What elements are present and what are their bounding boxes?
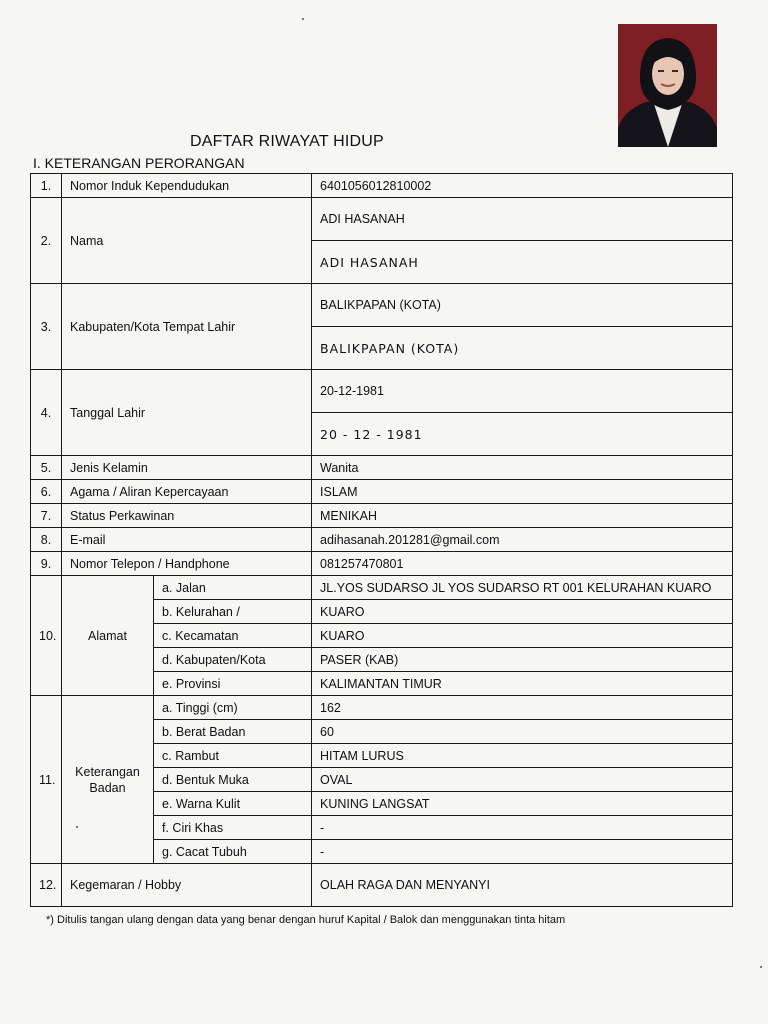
group-label-line2: Badan — [89, 780, 126, 795]
sub-field-value: KUARO — [312, 600, 733, 624]
row-jenis-kelamin — [31, 456, 733, 480]
row-number: 5. — [31, 456, 62, 480]
row-number: 6. — [31, 480, 62, 504]
sub-field-label: e. Provinsi — [154, 672, 312, 696]
sub-field-value: JL.YOS SUDARSO JL YOS SUDARSO RT 001 KELURAHAN KUARO — [312, 576, 733, 600]
row-nama — [31, 198, 733, 241]
scan-speck — [760, 966, 762, 968]
row-status-perkawinan — [31, 504, 733, 528]
row-tempat-lahir — [31, 284, 733, 327]
sub-field-value: KUNING LANGSAT — [312, 792, 733, 816]
row-number: 12. — [31, 864, 62, 907]
row-nik — [31, 174, 733, 198]
row-email — [31, 528, 733, 552]
sub-field-label: d. Bentuk Muka — [154, 768, 312, 792]
field-label: Kabupaten/Kota Tempat Lahir — [62, 284, 312, 370]
sub-field-label: g. Cacat Tubuh — [154, 840, 312, 864]
field-value: adihasanah.201281@gmail.com — [312, 528, 733, 552]
field-value: Wanita — [312, 456, 733, 480]
profile-photo — [618, 24, 717, 147]
field-value: BALIKPAPAN (KOTA) — [312, 284, 733, 327]
field-label: Nomor Induk Kependudukan — [62, 174, 312, 198]
handwritten-value: ADI HASANAH — [312, 241, 733, 284]
row-number: 11. — [31, 696, 62, 864]
row-number: 1. — [31, 174, 62, 198]
sub-field-value: 60 — [312, 720, 733, 744]
row-agama — [31, 480, 733, 504]
scan-speck — [76, 826, 78, 828]
sub-field-label: c. Kecamatan — [154, 624, 312, 648]
row-keterangan-badan — [31, 696, 733, 720]
field-label: Kegemaran / Hobby — [62, 864, 312, 907]
row-alamat — [31, 576, 733, 600]
group-label: Alamat — [62, 576, 154, 696]
personal-info-table — [30, 173, 733, 907]
handwritten-value: 20 - 12 - 1981 — [312, 413, 733, 456]
footnote: *) Ditulis tangan ulang dengan data yang benar dengan huruf Kapital / Balok dan menggunakan tinta hitam — [46, 914, 566, 926]
field-value: 6401056012810002 — [312, 174, 733, 198]
sub-field-value: - — [312, 840, 733, 864]
row-number: 8. — [31, 528, 62, 552]
field-label: Nama — [62, 198, 312, 284]
row-tanggal-lahir — [31, 370, 733, 413]
sub-field-value: PASER (KAB) — [312, 648, 733, 672]
scan-speck — [302, 18, 304, 20]
sub-field-label: b. Berat Badan — [154, 720, 312, 744]
group-label — [62, 696, 154, 864]
portrait-image — [618, 24, 717, 147]
row-number: 7. — [31, 504, 62, 528]
field-value: 081257470801 — [312, 552, 733, 576]
row-hobby — [31, 864, 733, 907]
sub-field-value: HITAM LURUS — [312, 744, 733, 768]
row-telepon — [31, 552, 733, 576]
handwritten-value: BALIKPAPAN (KOTA) — [312, 327, 733, 370]
sub-field-value: - — [312, 816, 733, 840]
row-number: 10. — [31, 576, 62, 696]
document-title: DAFTAR RIWAYAT HIDUP — [190, 133, 384, 150]
sub-field-label: a. Jalan — [154, 576, 312, 600]
field-value: OLAH RAGA DAN MENYANYI — [312, 864, 733, 907]
section-heading: I. KETERANGAN PERORANGAN — [33, 155, 245, 171]
sub-field-label: e. Warna Kulit — [154, 792, 312, 816]
sub-field-value: KUARO — [312, 624, 733, 648]
field-value: 20-12-1981 — [312, 370, 733, 413]
sub-field-label: d. Kabupaten/Kota — [154, 648, 312, 672]
field-label: Agama / Aliran Kepercayaan — [62, 480, 312, 504]
field-label: Nomor Telepon / Handphone — [62, 552, 312, 576]
row-number: 2. — [31, 198, 62, 284]
sub-field-label: c. Rambut — [154, 744, 312, 768]
sub-field-label: f. Ciri Khas — [154, 816, 312, 840]
field-value: ISLAM — [312, 480, 733, 504]
group-label-line1: Keterangan — [75, 764, 140, 779]
field-label: Jenis Kelamin — [62, 456, 312, 480]
sub-field-label: b. Kelurahan / — [154, 600, 312, 624]
field-value: ADI HASANAH — [312, 198, 733, 241]
field-label: Status Perkawinan — [62, 504, 312, 528]
field-label: E-mail — [62, 528, 312, 552]
field-value: MENIKAH — [312, 504, 733, 528]
sub-field-value: KALIMANTAN TIMUR — [312, 672, 733, 696]
row-number: 3. — [31, 284, 62, 370]
sub-field-value: OVAL — [312, 768, 733, 792]
sub-field-value: 162 — [312, 696, 733, 720]
sub-field-label: a. Tinggi (cm) — [154, 696, 312, 720]
row-number: 4. — [31, 370, 62, 456]
row-number: 9. — [31, 552, 62, 576]
field-label: Tanggal Lahir — [62, 370, 312, 456]
